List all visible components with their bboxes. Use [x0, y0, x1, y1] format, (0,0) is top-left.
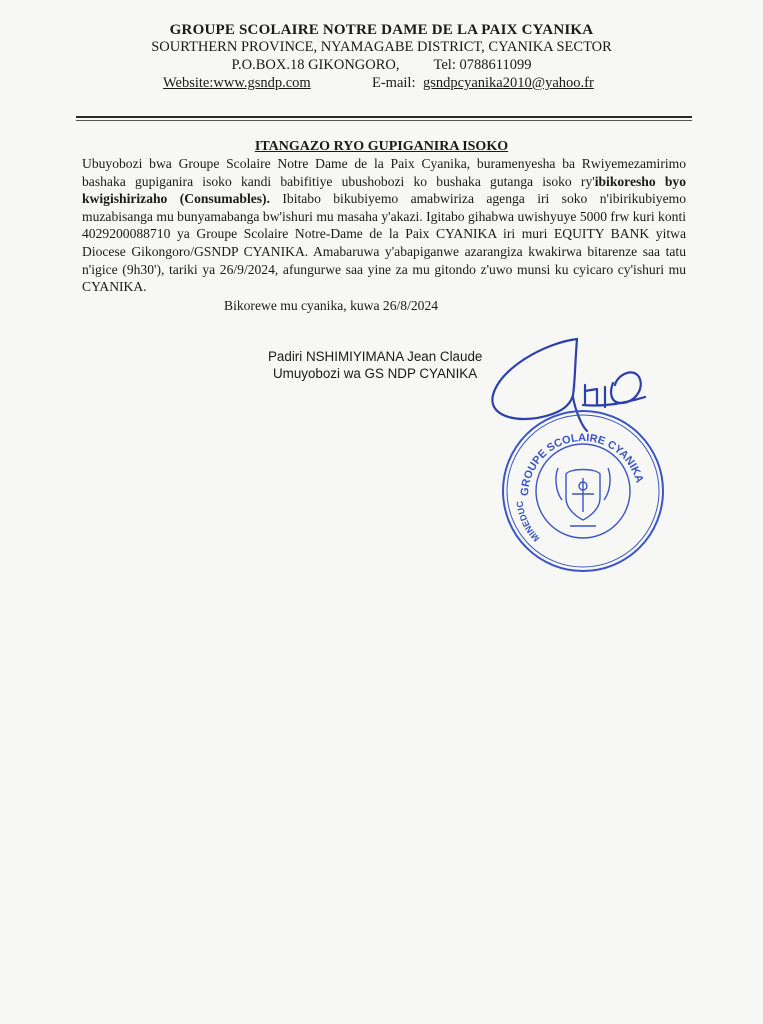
body-part-1: Ubuyobozi bwa Groupe Scolaire Notre Dame de la Paix Cyanika, buramenyesha ba Rwiyemezamirimo bashaka gupiganira isoko kandi babifitiye ubushobozi ko bushaka gutanga isoko ry' [82, 156, 686, 189]
body-part-2: Ibitabo bikubiyemo amabwiriza agenga iri soko n'ibirikubiyemo muzabisanga mu bunyamabanga bw'ishuri mu masaha y'akazi. Igitabo gihabwa uwishyuye 5000 frw kuri konti 4029200088710 ya Groupe Scolaire Notre-Dame de la Paix CYANIKA iri muri EQUITY BANK yitwa Diocese Gikongoro/GSNDP CYANIKA. Amabaruwa y'abapiganwe azarangiza kwakirwa bitarenze saa tatu n'igice (9h30'), tariki ya 26/9/2024, afungurwe saa yine za mu gitondo z'uwo munsi ku cyicaro cy'ishuri mu CYANIKA. [82, 191, 686, 295]
signer-role: Umuyobozi wa GS NDP CYANIKA [273, 366, 478, 381]
school-stamp-icon [500, 408, 666, 574]
stamp-left-text: MINEDUC [514, 500, 542, 544]
pobox: P.O.BOX.18 GIKONGORO, [231, 57, 400, 73]
announcement-title: ITANGAZO RYO GUPIGANIRA ISOKO [254, 139, 509, 154]
school-name: GROUPE SCOLAIRE NOTRE DAME DE LA PAIX CYANIKA [169, 22, 594, 38]
school-address: SOURTHERN PROVINCE, NYAMAGABE DISTRICT, CYANIKA SECTOR [151, 39, 612, 55]
announcement-body [82, 155, 686, 296]
telephone: Tel: 0788611099 [433, 57, 532, 73]
signer-name: Padiri NSHIMIYIMANA Jean Claude [268, 349, 483, 364]
header-divider-thin [76, 120, 692, 121]
svg-text:GROUPE SCOLAIRE CYANIKA [519, 432, 645, 496]
website-link[interactable]: Website:www.gsndp.com [163, 75, 311, 91]
email-label: E-mail: [372, 75, 416, 91]
header-divider [76, 116, 692, 118]
stamp-top-text: GROUPE SCOLAIRE CYANIKA [518, 431, 646, 497]
date-line: Bikorewe mu cyanika, kuwa 26/8/2024 [224, 298, 439, 313]
email-link[interactable]: gsndpcyanika2010@yahoo.fr [423, 75, 594, 91]
body-bold-part: ibikoresho byo kwigishirizaho (Consumables). [82, 173, 686, 207]
pobox-line [0, 57, 763, 74]
